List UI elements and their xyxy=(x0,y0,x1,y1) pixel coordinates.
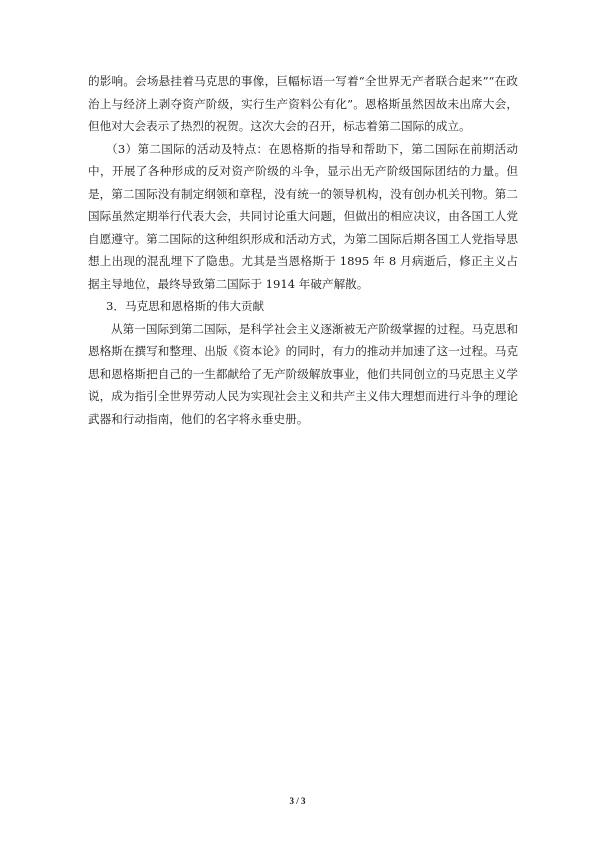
section-heading: 3．马克思和恩格斯的伟大贡献 xyxy=(106,299,265,313)
paragraph-continuation: 的影响。会场悬挂着马克思的事像，巨幅标语一写着“全世界无产者联合起来”“在政治上与经济上剥夺资产阶级，实行生产资料公有化”。恩格斯虽然因故未出席大会，但他对大会表示了热烈的祝贺。这次大会的召开，标志着第二国际的成立。 xyxy=(88,74,518,133)
page-number: 3 / 3 xyxy=(289,796,306,806)
document-body xyxy=(88,70,518,430)
paragraph-contribution: 从第一国际到第二国际，是科学社会主义逐渐被无产阶级掌握的过程。马克思和恩格斯在撰写和整理、出版《资本论》的同时，有力的推动并加速了这一过程。马克思和恩格斯把自己的一生都献给了无产阶级解放事业，他们共同创立的马克思主义学说，成为指引全世界劳动人民为实现社会主义和共产主义伟大理想而进行斗争的理论武器和行动指南，他们的名字将永垂史册。 xyxy=(88,321,518,426)
paragraph-second-international: （3）第二国际的活动及特点：在恩格斯的指导和帮助下，第二国际在前期活动中，开展了各种形成的反对资产阶级的斗争，显示出无产阶级国际团结的力量。但是，第二国际没有制定纲领和章程，没有统一的领导机构，没有创办机关刊物。第二国际虽然定期举行代表大会，共同讨论重大问题，但做出的相应决议，由各国工人党自愿遵守。第二国际的这种组织形成和活动方式，为第二国际后期各国工人党指导思想上出现的混乱埋下了隐患。尤其是当恩格斯于 1895 年 8 月病逝后，修正主义占据主导地位，最终导致第二国际于 1914 年破产解散。 xyxy=(88,141,518,291)
